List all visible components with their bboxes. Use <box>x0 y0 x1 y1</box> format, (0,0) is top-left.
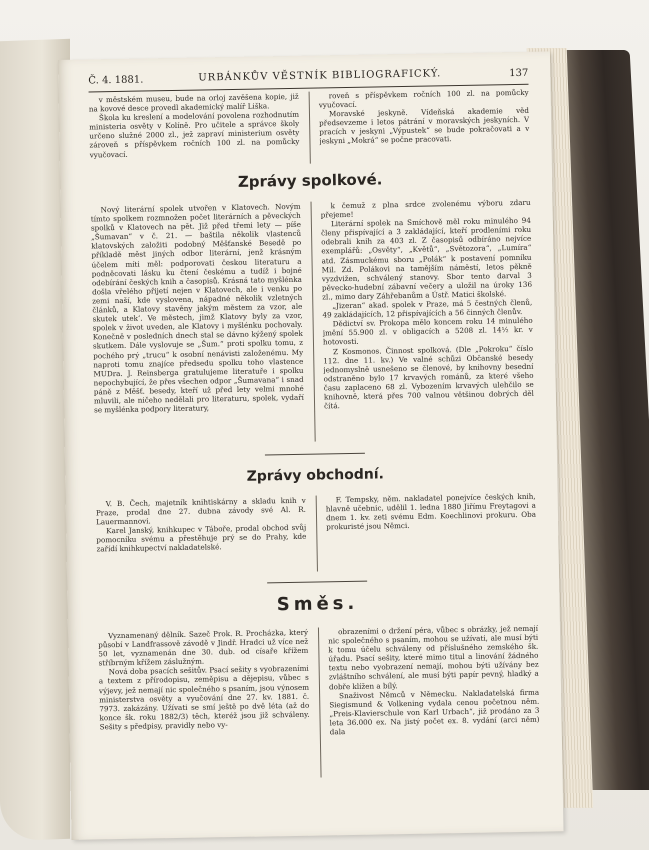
paragraph: Moravské jeskyně. Vídeňská akademie věd předsevzeme i letos pátrání v moravských jeskyních. V pracích v jeskyni „Výpustek“ se bude pokračovati a v jeskyni „Mokrá“ se počne pracovati. <box>319 105 530 146</box>
section-heading-smes: Směs. <box>276 592 359 616</box>
section1-left-column <box>91 202 305 446</box>
paragraph: Nová doba psacích sešitův. Psací sešity s vyobrazeními a textem z přírodopisu, zeměpisu a dějepisu, vůbec s výjevy, jež nemají nic společného s psaním, jsou výnosem ministerstva osvěty a vyučování dne 27. kv. 1881. č. 7973. zakázány. Užívati se smí ještě po dvě léta (až do konce šk. roku 1882/3) těch, kteréž jsou již schváleny. Sešity s předpisy, pravidly nebo vy- <box>98 664 310 732</box>
paragraph: Škola ku kreslení a modelování povolena rozhodnutím ministeria osvěty v Kolíně. Pro učitele a správce školy určeno služné 2000 zl., jež zapraví ministerium osvěty zároveň s příspěvkem ročních 100 zl. na pomůcky vyučovací. <box>89 109 300 160</box>
paragraph: Vyznamenaný dělník. Sazeč Prok. R. Procházka, který působí v Landfrassově závodě v Jindř. Hradci už více než 50 let, vyznamenán dne 30. dub. od císaře křížem stříbrným křížem záslužným. <box>98 627 309 668</box>
section2-left-column <box>96 496 307 576</box>
top-left-column <box>89 92 300 168</box>
top-right-column <box>319 88 530 164</box>
section-heading-obchodni: Zprávy obchodní. <box>246 466 385 485</box>
paragraph: Nový literární spolek utvořen v Klatovech. Novým tímto spolkem rozmnožen počet literárních a pěveckých spolků v Klatovech na pět. Již před třemi lety — píše „Šumavan“ v č. 21. — baštila několik vlastenců klatovských založiti podobný Měšťanské Besedě po příkladě měst jiných odbor literární, jenž krásným účelem míti měl: podporovati českou literaturu a podněcovati lásku ku čtení českému a tudíž i bojné odebírání českých knih a časopisů. Krásná tato myšlénka došla vřelého přijetí nejen v Klatovech, ale i venku po zemi naší, kde vyslovena, nápadné několik vzletných článků, a Klatovy stavěny jakým městem za vzor, ale skutek utek‘. Ve městech, jimž Klatovy byly za vzor, spolek v život uveden, ale Klatovy i myšlénku pochovaly. Konečně v posledních dnech stal se dávno kýžený spolek skutkem. Dále vyslovuje se „Šum.“ proti spolku tomu, z pochého prý „trucu“ k osobní nenávisti založenému. My naproti tomu znajíce předsedu spolku toho vlastence MUDra. J. Reinsberga gratulujeme literatuře i spolku nepochybující, že přes všechen odpor „Šumavana“ i snad páně z Měšť. besedy, kteří už před lety velmi mnohé mluvili, ale ničeho nedělali pro literaturu, spolek, vydaří se myšlénka podpory literatury, <box>90 201 305 415</box>
paragraph: roveň s příspěvkem ročních 100 zl. na pomůcky vyučovací. <box>318 87 529 110</box>
column-divider <box>311 202 316 442</box>
paragraph: obrazeními o držení péra, vůbec s obrázky, jež nemají nic společného s psaním, mohou se užívati, ale musí býti k tomu účelu schváleny od příslušného zemského šk. úřadu. Psací sešity, které mimo titul a linování žádného textu nebo vyobrazení nemají, mohou býti užívány bez zvláštního schválení, ale musí býti papír pevný, hladký a dobře klížen a bílý. <box>328 623 539 691</box>
section-rule <box>265 453 365 456</box>
section3-left-column <box>98 628 311 782</box>
issue-number: Č. 4. 1881. <box>88 74 144 87</box>
paragraph: F. Tempsky, něm. nakladatel ponejvíce českých knih, hlavně učebnic, udělil 1. ledna 1880 Jiřímu Freytagovi a dnem 1. kv. zeti svému Edm. Koechlinovi prokuru. Oba prokuristé jsou Němci. <box>325 491 537 532</box>
column-divider <box>316 496 318 572</box>
paragraph: k čemuž z plna srdce zvolenému výboru zdaru přejeme! <box>320 197 531 220</box>
column-divider <box>318 628 322 778</box>
section-rule <box>267 581 367 584</box>
book-page <box>58 51 564 839</box>
paragraph: Literární spolek na Smíchově měl roku minulého 94 členy přispívající a 3 zakládající, kteří prodleními roku odebrali knih za 403 zl. Z časopisů odbíráno nejvíce exemplářů: „Osvěty“, „Květů“, „Světozora“, „Lumíra“ atd. Zásmuckému sboru „Polák“ k postavení pomníku Mil. Zd. Polákovi na tamějším náměstí, letos pěkně vyzdvižen, schválený stanovy. Sbor tento darval 3 pěvecko-hudební zábavní večery a uložil na úroky 136 zl., mimo dary Záhřebanům a Ústř. Matici školské. <box>320 215 533 302</box>
paragraph: Snaživost Němců v Německu. Nakladatelská firma Siegismund & Volkening vydala cenou početnou něm. „Preis-Klavierschule von Karl Urbach“, již prodáno za 3 leta 36.000 ex. Na jistý počet ex. 8. vydání (arci něm) dala <box>329 687 540 737</box>
paragraph: V. B. Čech, majetník knihtiskárny a skladu knih v Praze, prodal dne 27. dubna závody své Al. R. Lauermannovi. <box>95 495 306 527</box>
section1-right-column <box>321 198 535 442</box>
section3-right-column <box>328 624 541 778</box>
page-number: 137 <box>509 67 529 80</box>
paragraph: Karel Janský, knihkupec v Táboře, prodal obchod svůj pomocníku svému a přestěhuje prý se do Prahy, kde zařídí knihkupectví nakladatelské. <box>96 523 307 554</box>
section2-right-column <box>326 492 537 572</box>
paragraph: Z Kosmonos. Činnost spolková. (Dle „Pokroku“ číslo 112. dne 11. kv.) Ve valné schůzi Občanské besedy jednomyslně usnešeno se členové, by knihovny besední odstraněno bylo 17 krvavých románů, za které všeho času zaplaceno 68 zl. Vybozením krvavých ulehčilo se knihovně, která přes 700 valnou většinou dobrých děl čítá. <box>323 343 534 411</box>
paragraph: Dědictví sv. Prokopa mělo koncem roku 14 minulého jmění 55.900 zl. v obligacích a 5208 zl. 14½ kr. v hotovosti. <box>322 315 533 347</box>
column-divider <box>309 92 311 164</box>
paragraph: „Jizeran“ akad. spolek v Praze, má 5 čestných členů, 49 zakládajících, 12 přispívajících a 56 činných členův. <box>322 297 533 320</box>
section-heading-spolkove: Zprávy spolkové. <box>237 170 383 191</box>
journal-title: URBÁNKŮV VĚSTNÍK BIBLIOGRAFICKÝ. <box>198 68 442 84</box>
paragraph: v městském museu, bude na orloj zavěšena kopie, již na kovové desce provedl akademický malíř Liška. <box>88 91 299 114</box>
